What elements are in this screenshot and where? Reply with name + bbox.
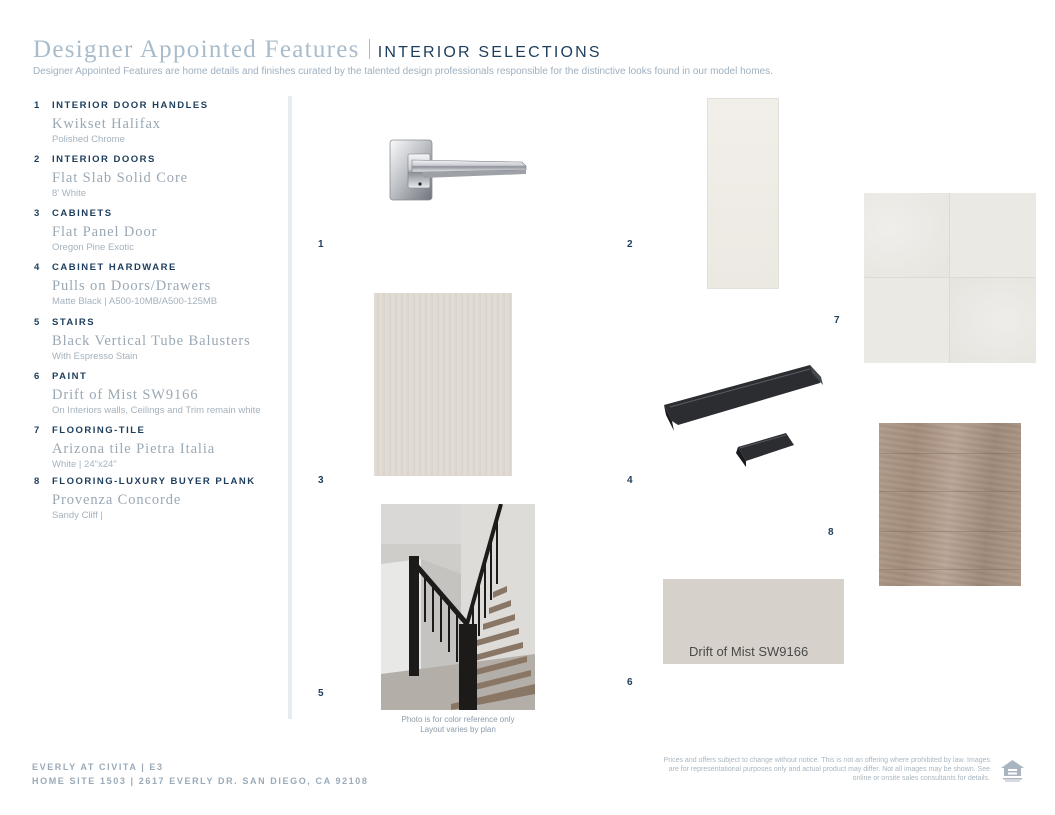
spec-number: 3 [34, 208, 41, 219]
swatch-number-5: 5 [318, 688, 324, 699]
spec-detail: Sandy Cliff | [52, 510, 103, 521]
door-handle-image [382, 128, 532, 208]
spec-name: Provenza Concorde [52, 492, 182, 508]
swatch-number-6: 6 [627, 677, 633, 688]
swatch-number-7: 7 [834, 315, 840, 326]
spec-name: Kwikset Halifax [52, 116, 161, 132]
spec-category: STAIRS [52, 317, 96, 328]
floor-tile-swatch [864, 193, 1036, 363]
spec-item-stairs [34, 317, 284, 362]
photo-disclaimer [381, 715, 535, 735]
title-text: Designer Appointed Features [33, 36, 360, 63]
footer-community-info [32, 760, 369, 788]
spec-number: 8 [34, 476, 41, 487]
swatch-number-4: 4 [627, 475, 633, 486]
home-address: HOME SITE 1503 | 2617 EVERLY DR. SAN DIEGO, CA 92108 [32, 776, 369, 786]
spec-item-cabinets [34, 208, 284, 253]
community-name: EVERLY AT CIVITA | E3 [32, 762, 164, 772]
legal-disclaimer: Prices and offers subject to change without notice. This is not an offering where prohibited by law. Images are for representational purposes only and actual product may differ. Not all images may be shown. See online or onsite sales consultants for details. [663, 757, 990, 782]
intro-text: Designer Appointed Features are home details and finishes curated by the talented design professionals responsible for the distinctive looks found in our model homes. [33, 66, 773, 77]
stairs-photo [381, 504, 535, 710]
spec-detail: On Interiors walls, Ceilings and Trim remain white [52, 405, 261, 416]
swatch-number-3: 3 [318, 475, 324, 486]
spec-category: CABINET HARDWARE [52, 262, 177, 273]
vertical-divider [288, 96, 292, 719]
spec-item-paint [34, 371, 284, 416]
spec-category: INTERIOR DOOR HANDLES [52, 100, 209, 111]
spec-detail: Matte Black | A500-10MB/A500-125MB [52, 296, 218, 307]
spec-detail: White | 24"x24" [52, 459, 117, 470]
swatch-number-1: 1 [318, 239, 324, 250]
swatch-number-2: 2 [627, 239, 633, 250]
spec-item-doors [34, 154, 284, 199]
spec-item-cabinet-hardware [34, 262, 284, 307]
cabinet-pulls-image [660, 355, 825, 470]
spec-number: 7 [34, 425, 41, 436]
swatch-number-8: 8 [828, 527, 834, 538]
spec-detail: Oregon Pine Exotic [52, 242, 134, 253]
interior-door-swatch [707, 98, 779, 289]
spec-category: PAINT [52, 371, 88, 382]
spec-name: Flat Slab Solid Core [52, 170, 189, 186]
spec-name: Black Vertical Tube Balusters [52, 333, 251, 349]
subtitle-text: INTERIOR SELECTIONS [377, 44, 602, 61]
equal-housing-opportunity-icon [1000, 759, 1025, 783]
spec-number: 2 [34, 154, 41, 165]
spec-detail: 8' White [52, 188, 87, 199]
spec-number: 1 [34, 100, 41, 111]
spec-name: Arizona tile Pietra Italia [52, 441, 216, 457]
paint-swatch-label: Drift of Mist SW9166 [689, 644, 809, 659]
spec-name: Pulls on Doors/Drawers [52, 278, 212, 294]
spec-number: 6 [34, 371, 41, 382]
spec-category: INTERIOR DOORS [52, 154, 156, 165]
title-divider [369, 39, 370, 59]
spec-item-door-handles [34, 100, 284, 145]
spec-detail: Polished Chrome [52, 134, 125, 145]
spec-name: Drift of Mist SW9166 [52, 387, 199, 403]
spec-item-flooring-tile [34, 425, 284, 470]
spec-detail: With Espresso Stain [52, 351, 138, 362]
photo-note-line: Layout varies by plan [420, 725, 496, 734]
photo-note-line: Photo is for color reference only [401, 715, 515, 724]
page-title [33, 36, 602, 66]
spec-item-flooring-plank [34, 476, 284, 521]
spec-category: FLOORING-LUXURY BUYER PLANK [52, 476, 256, 487]
spec-name: Flat Panel Door [52, 224, 158, 240]
cabinet-wood-swatch [374, 293, 512, 476]
spec-number: 4 [34, 262, 41, 273]
paint-color-swatch [663, 579, 844, 664]
floor-plank-swatch [879, 423, 1021, 586]
spec-number: 5 [34, 317, 41, 328]
spec-category: CABINETS [52, 208, 113, 219]
spec-category: FLOORING-TILE [52, 425, 146, 436]
